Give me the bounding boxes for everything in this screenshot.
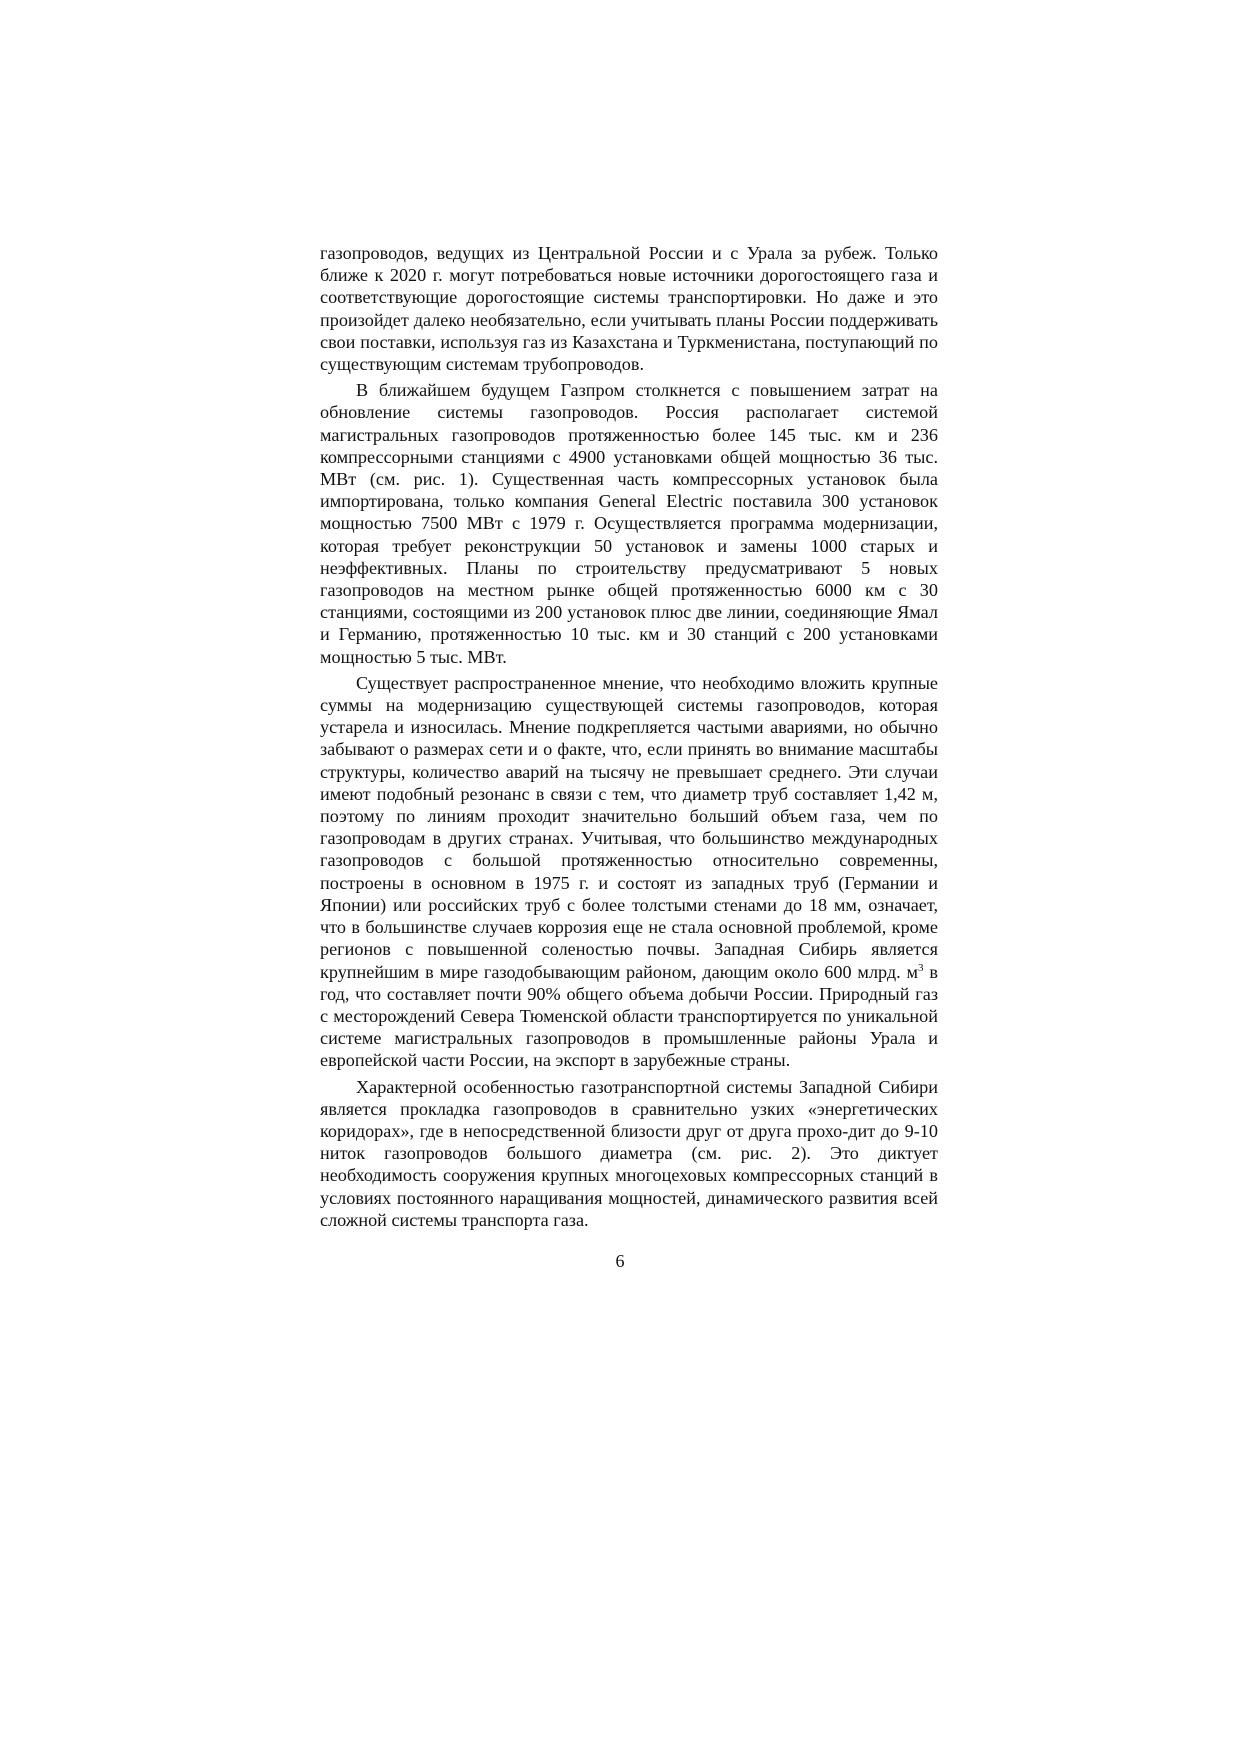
paragraph-text-part: Существует распространенное мнение, что необходимо вложить крупные суммы на модернизацию существующей системы газопроводов, которая устарела и износилась. Мнение подкрепляется частыми авариями, но обычно забывают о размерах сети и о факте, что, если принять во внимание масштабы структуры, количество аварий на тысячу не превышает среднего. Эти случаи имеют подобный резонанс в связи с тем, что диаметр труб составляет 1,42 м, поэтому по линиям проходит значительно больший объем газа, чем по газопроводам в других странах. Учитывая, что большинство международных газопроводов с большой протяженностью относительно современны, построены в основном в 1975 г. и состоят из западных труб (Германии и Японии) или российских труб с более толстыми стенами до 18 мм, означает, что в большинстве случаев коррозия еще не стала основной проблемой, кроме регионов с повышенной соленостью почвы. Западная Сибирь является крупнейшим в мире газодобывающим районом, дающим около 600 млрд. м <box>320 672 938 982</box>
paragraph-gazprom-costs: В ближайшем будущем Газпром столкнется с повышением затрат на обновление системы газопроводов. Россия располагает системой магистральных газопроводов протяженностью более 145 тыс. км и 236 компрессорными станциями с 4900 установками общей мощностью 36 тыс. МВт (см. рис. 1). Существенная часть компрессорных установок была импортирована, только компания General Electric поставила 300 установок мощностью 7500 МВт с 1979 г. Осуществляется программа модернизации, которая требует реконструкции 50 установок и замены 1000 старых и неэффективных. Планы по строительству предусматривают 5 новых газопроводов на местном рынке общей протяженностью 6000 км с 30 станциями, состоящими из 200 установок плюс две линии, соединяющие Ямал и Германию, протяженностью 10 тыс. км и 30 станций с 200 установками мощностью 5 тыс. МВт. <box>320 380 938 667</box>
paragraph-modernization-opinion <box>320 672 938 1072</box>
body-text <box>320 242 938 1231</box>
paragraph-continuation: газопроводов, ведущих из Центральной России и с Урала за рубеж. Только ближе к 2020 г. могут потребоваться новые источники дорогостоящего газа и соответствующие дорогостоящие системы транспортировки. Но даже и это произойдет далеко необязательно, если учитывать планы России поддерживать свои поставки, используя газ из Казахстана и Туркменистана, поступающий по существующим системам трубопроводов. <box>320 243 938 375</box>
superscript-exponent: 3 <box>918 961 924 974</box>
page-number: 6 <box>615 1251 625 1271</box>
paragraph-text-part: в год, что составляет почти 90% общего объема добычи России. Природный газ с месторождений Севера Тюменской области транспортируется по уникальной системе магистральных газопроводов в промышленные районы Урала и европейской части России, на экспорт в зарубежные страны. <box>320 961 938 1071</box>
paragraph-energy-corridors: Характерной особенностью газотранспортной системы Западной Сибири является прокладка газопроводов в сравнительно узких «энергетических коридорах», где в непосредственной близости друг от друга прохо-дит до 9-10 ниток газопроводов большого диаметра (см. рис. 2). Это диктует необходимость сооружения крупных многоцеховых компрессорных станций в условиях постоянного наращивания мощностей, динамического развития всей сложной системы транспорта газа. <box>320 1076 938 1230</box>
